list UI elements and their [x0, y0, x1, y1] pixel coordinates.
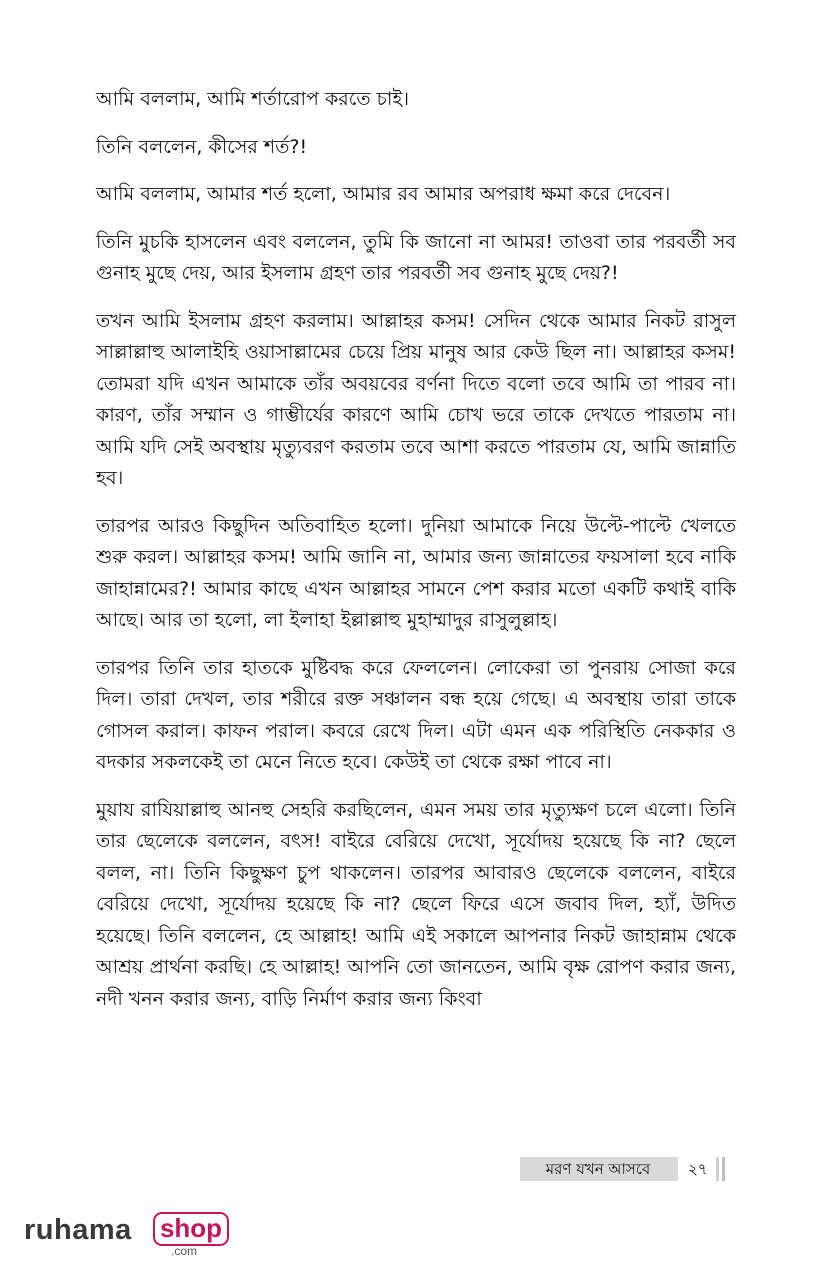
page-body	[96, 84, 736, 1031]
paragraph-7: তারপর তিনি তার হাতকে মুষ্টিবদ্ধ করে ফেললেন। লোকেরা তা পুনরায় সোজা করে দিল। তারা দেখল, তার শরীরে রক্ত সঞ্চালন বন্ধ হয়ে গেছে। এ অবস্থায় তারা তাকে গোসল করাল। কাফন পরাল। কবরে রেখে দিল। এটা এমন এক পরিস্থিতি নেককার ও বদকার সকলকেই তা মেনে নিতে হবে। কেউই তা থেকে রক্ষা পাবে না।	[96, 656, 736, 773]
paragraph-8: মুয়ায রাযিয়াল্লাহু আনহু সেহরি করছিলেন, এমন সময় তার মৃত্যুক্ষণ চলে এলো। তিনি তার ছেলেকে বললেন, বৎস! বাইরে বেরিয়ে দেখো, সূর্যোদয় হয়েছে কি না? ছেলে বলল, না। তিনি কিছুক্ষণ চুপ থাকলেন। তারপর আবারও ছেলেকে বললেন, বাইরে বেরিয়ে দেখো, সূর্যোদয় হয়েছে কি না? ছেলে ফিরে এসে জবাব দিল, হ্যাঁ, উদিত হয়েছে। তিনি বললেন, হে আল্লাহ! আমি এই সকালে আপনার নিকট জাহান্নাম থেকে আশ্রয় প্রার্থনা করছি। হে আল্লাহ! আপনি তো জানতেন, আমি বৃক্ষ রোপণ করার জন্য, নদী খনন করার জন্য, বাড়ি নির্মাণ করার জন্য কিংবা	[96, 798, 736, 1010]
ruhama-shop-logo	[24, 1208, 234, 1268]
running-title: মরণ যখন আসবে	[520, 1157, 678, 1181]
footer-decoration-bars	[716, 1157, 725, 1181]
page-number: ২৭	[688, 1160, 708, 1178]
paragraph-5: তখন আমি ইসলাম গ্রহণ করলাম। আল্লাহর কসম! সেদিন থেকে আমার নিকট রাসুল সাল্লাল্লাহু আলাইহি ওয়াসাল্লামের চেয়ে প্রিয় মানুষ আর কেউ ছিল না। আল্লাহর কসম! তোমরা যদি এখন আমাকে তাঁর অবয়বের বর্ণনা দিতে বলো তবে আমি তা পারব না। কারণ, তাঁর সম্মান ও গাম্ভীর্যের কারণে আমি চোখ ভরে তাকে দেখতে পারতাম না। আমি যদি সেই অবস্থায় মৃত্যুবরণ করতাম তবে আশা করতে পারতাম যে, আমি জান্নাতি হব।	[96, 309, 736, 489]
logo-word: ruhama	[24, 1214, 132, 1246]
logo-shop-badge: shop	[153, 1212, 229, 1246]
paragraph-4: তিনি মুচকি হাসলেন এবং বললেন, তুমি কি জানো না আমর! তাওবা তার পরবর্তী সব গুনাহ মুছে দেয়, আর ইসলাম গ্রহণ তার পরবর্তী সব গুনাহ মুছে দেয়?!	[96, 230, 736, 284]
logo-domain: .com	[171, 1244, 198, 1258]
paragraph-3: আমি বললাম, আমার শর্ত হলো, আমার রব আমার অপরাধ ক্ষমা করে দেবেন।	[96, 183, 671, 205]
paragraph-6: তারপর আরও কিছুদিন অতিবাহিত হলো। দুনিয়া আমাকে নিয়ে উল্টে-পাল্টে খেলতে শুরু করল। আল্লাহর কসম! আমি জানি না, আমার জন্য জান্নাতের ফয়সালা হবে নাকি জাহান্নামের?! আমার কাছে এখন আল্লাহর সামনে পেশ করার মতো একটি কথাই বাকি আছে। আর তা হলো, লা ইলাহা ইল্লাল্লাহু মুহাম্মাদুর রাসুলুল্লাহ।	[96, 514, 736, 631]
paragraph-1: আমি বললাম, আমি শর্তারোপ করতে চাই।	[96, 88, 410, 110]
paragraph-2: তিনি বললেন, কীসের শর্ত?!	[96, 135, 308, 158]
page-footer	[520, 1157, 725, 1181]
